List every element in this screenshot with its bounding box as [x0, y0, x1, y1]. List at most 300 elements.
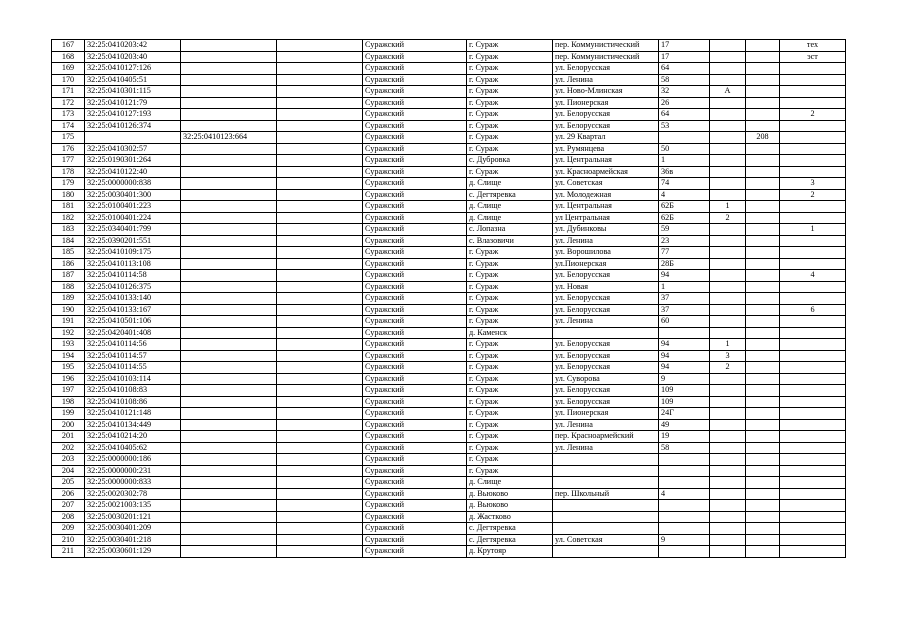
table-cell — [277, 224, 363, 236]
table-cell: Суражский — [363, 51, 467, 63]
table-cell: 32:25:0410203:40 — [85, 51, 181, 63]
table-row — [52, 327, 846, 339]
table-cell — [710, 373, 746, 385]
table-cell — [710, 546, 746, 558]
table-cell — [553, 511, 659, 523]
table-cell: Суражский — [363, 281, 467, 293]
table-cell: 32:25:0410126:375 — [85, 281, 181, 293]
table-cell: ул. Ленина — [553, 442, 659, 454]
table-cell: д. Слище — [467, 477, 553, 489]
table-cell: 32:25:0410302:57 — [85, 143, 181, 155]
table-cell: ул. Белорусская — [553, 293, 659, 305]
table-cell: 109 — [659, 396, 710, 408]
table-cell: 186 — [52, 258, 85, 270]
table-cell — [181, 431, 277, 443]
table-cell: 190 — [52, 304, 85, 316]
table-cell: 32:25:0410133:167 — [85, 304, 181, 316]
table-cell — [181, 51, 277, 63]
table-cell — [659, 132, 710, 144]
table-row — [52, 396, 846, 408]
table-cell — [277, 270, 363, 282]
table-cell — [746, 235, 780, 247]
table-cell — [780, 511, 846, 523]
table-cell — [746, 212, 780, 224]
table-cell — [553, 500, 659, 512]
table-cell: 26 — [659, 97, 710, 109]
table-cell — [780, 500, 846, 512]
table-cell — [277, 235, 363, 247]
table-cell: 177 — [52, 155, 85, 167]
table-cell: Суражский — [363, 327, 467, 339]
table-cell: г. Сураж — [467, 454, 553, 466]
table-cell: 4 — [780, 270, 846, 282]
table-cell: Суражский — [363, 488, 467, 500]
table-cell — [181, 97, 277, 109]
table-cell: д. Жастково — [467, 511, 553, 523]
table-cell — [746, 178, 780, 190]
table-cell: 204 — [52, 465, 85, 477]
table-cell: д. Слище — [467, 178, 553, 190]
table-cell — [780, 258, 846, 270]
table-cell — [181, 258, 277, 270]
table-cell: Суражский — [363, 454, 467, 466]
table-cell: г. Сураж — [467, 270, 553, 282]
table-row — [52, 442, 846, 454]
table-cell — [710, 40, 746, 52]
table-cell — [277, 258, 363, 270]
table-cell: 32:25:0410114:55 — [85, 362, 181, 374]
table-cell: г. Сураж — [467, 109, 553, 121]
table-cell: 9 — [659, 373, 710, 385]
table-cell: 2 — [710, 212, 746, 224]
table-cell: 2 — [780, 189, 846, 201]
table-cell — [780, 327, 846, 339]
table-cell: 4 — [659, 488, 710, 500]
table-cell: 1 — [710, 339, 746, 351]
table-cell — [277, 120, 363, 132]
table-cell — [181, 247, 277, 259]
table-cell: ул. 29 Квартал — [553, 132, 659, 144]
table-cell: г. Сураж — [467, 339, 553, 351]
table-cell — [746, 419, 780, 431]
table-cell: 170 — [52, 74, 85, 86]
table-cell: 32:25:0420401:408 — [85, 327, 181, 339]
table-cell — [277, 109, 363, 121]
table-cell: г. Сураж — [467, 97, 553, 109]
table-cell — [277, 350, 363, 362]
table-cell — [746, 74, 780, 86]
table-cell: 32:25:0410114:58 — [85, 270, 181, 282]
table-cell: 178 — [52, 166, 85, 178]
table-cell: Суражский — [363, 86, 467, 98]
table-cell: д. Вьюково — [467, 500, 553, 512]
table-row — [52, 270, 846, 282]
table-cell: Суражский — [363, 316, 467, 328]
table-cell: г. Сураж — [467, 396, 553, 408]
table-cell — [181, 442, 277, 454]
table-cell: 50 — [659, 143, 710, 155]
table-cell — [181, 373, 277, 385]
table-cell — [277, 212, 363, 224]
table-cell: Суражский — [363, 63, 467, 75]
table-cell: 188 — [52, 281, 85, 293]
table-cell — [181, 511, 277, 523]
table-cell: 32:25:0410133:140 — [85, 293, 181, 305]
table-row — [52, 339, 846, 351]
table-row — [52, 40, 846, 52]
table-cell: 32:25:0410501:106 — [85, 316, 181, 328]
property-register-table — [51, 39, 846, 558]
table-cell: 176 — [52, 143, 85, 155]
table-cell — [553, 477, 659, 489]
table-cell: г. Сураж — [467, 304, 553, 316]
table-cell: ул. Белорусская — [553, 362, 659, 374]
table-row — [52, 465, 846, 477]
table-cell: Суражский — [363, 189, 467, 201]
table-cell — [710, 281, 746, 293]
table-cell — [780, 63, 846, 75]
table-cell — [780, 235, 846, 247]
table-cell: 37 — [659, 293, 710, 305]
table-cell: 172 — [52, 97, 85, 109]
table-cell: Суражский — [363, 143, 467, 155]
table-cell — [181, 350, 277, 362]
table-cell — [277, 408, 363, 420]
table-cell: ул. Белорусская — [553, 63, 659, 75]
table-row — [52, 477, 846, 489]
table-cell: 74 — [659, 178, 710, 190]
table-cell — [181, 546, 277, 558]
table-cell — [746, 189, 780, 201]
table-cell — [710, 224, 746, 236]
table-cell: г. Сураж — [467, 419, 553, 431]
table-cell: 32:25:0030601:129 — [85, 546, 181, 558]
table-row — [52, 201, 846, 213]
table-cell: 23 — [659, 235, 710, 247]
table-cell: 17 — [659, 51, 710, 63]
table-cell: 203 — [52, 454, 85, 466]
table-cell — [780, 132, 846, 144]
table-cell: 32:25:0410405:51 — [85, 74, 181, 86]
table-cell — [746, 373, 780, 385]
table-cell: 32:25:0000000:833 — [85, 477, 181, 489]
table-cell — [746, 258, 780, 270]
table-cell — [553, 465, 659, 477]
table-cell: 1 — [710, 201, 746, 213]
table-row — [52, 454, 846, 466]
table-cell: ул. Советская — [553, 534, 659, 546]
table-cell — [746, 511, 780, 523]
table-cell — [553, 454, 659, 466]
table-cell: Суражский — [363, 224, 467, 236]
table-cell — [277, 362, 363, 374]
table-cell — [181, 362, 277, 374]
table-cell: 32:25:0410405:62 — [85, 442, 181, 454]
table-cell — [780, 281, 846, 293]
table-cell — [553, 523, 659, 535]
table-cell — [277, 500, 363, 512]
table-cell — [746, 385, 780, 397]
table-cell: Суражский — [363, 235, 467, 247]
table-cell — [746, 442, 780, 454]
table-cell — [746, 362, 780, 374]
table-cell — [746, 63, 780, 75]
table-cell: ул. Белорусская — [553, 339, 659, 351]
table-cell: 94 — [659, 362, 710, 374]
table-cell — [181, 523, 277, 535]
table-cell — [181, 327, 277, 339]
table-cell: 32:25:0000000:186 — [85, 454, 181, 466]
table-cell: 193 — [52, 339, 85, 351]
table-cell: ул. Ленина — [553, 74, 659, 86]
table-cell — [780, 86, 846, 98]
table-cell — [181, 235, 277, 247]
table-cell — [746, 143, 780, 155]
table-cell — [277, 74, 363, 86]
table-cell: 109 — [659, 385, 710, 397]
table-cell — [780, 201, 846, 213]
table-cell — [746, 304, 780, 316]
table-cell — [780, 166, 846, 178]
table-cell: ул. Красноармейская — [553, 166, 659, 178]
table-cell — [277, 534, 363, 546]
table-cell — [710, 385, 746, 397]
table-cell: 185 — [52, 247, 85, 259]
table-cell — [710, 51, 746, 63]
table-cell: г. Сураж — [467, 166, 553, 178]
table-cell: 207 — [52, 500, 85, 512]
table-cell — [780, 155, 846, 167]
table-cell: 64 — [659, 63, 710, 75]
table-cell: Суражский — [363, 120, 467, 132]
table-row — [52, 258, 846, 270]
table-cell — [277, 189, 363, 201]
table-row — [52, 316, 846, 328]
table-cell: г. Сураж — [467, 293, 553, 305]
table-cell: д. Слище — [467, 212, 553, 224]
table-cell — [746, 327, 780, 339]
table-cell: 209 — [52, 523, 85, 535]
table-cell: Суражский — [363, 74, 467, 86]
table-cell: 1 — [659, 155, 710, 167]
table-cell: д. Крутояр — [467, 546, 553, 558]
table-cell: г. Сураж — [467, 442, 553, 454]
table-cell: ул. Румянцева — [553, 143, 659, 155]
table-cell: 32:25:0340401:799 — [85, 224, 181, 236]
table-cell: с. Влазовичи — [467, 235, 553, 247]
table-cell — [746, 339, 780, 351]
table-cell: Суражский — [363, 534, 467, 546]
table-cell: 6 — [780, 304, 846, 316]
table-cell: г. Сураж — [467, 63, 553, 75]
table-cell — [181, 454, 277, 466]
table-cell: г. Сураж — [467, 281, 553, 293]
table-cell — [780, 362, 846, 374]
table-cell: с. Дегтяревка — [467, 534, 553, 546]
table-cell — [553, 327, 659, 339]
table-cell — [780, 143, 846, 155]
table-cell: с. Лопазна — [467, 224, 553, 236]
table-cell — [277, 281, 363, 293]
table-cell: 1 — [659, 281, 710, 293]
table-cell: Суражский — [363, 97, 467, 109]
table-cell: 205 — [52, 477, 85, 489]
table-cell — [181, 109, 277, 121]
table-cell — [277, 247, 363, 259]
table-cell — [710, 465, 746, 477]
table-cell: ул. Ворошилова — [553, 247, 659, 259]
table-cell: Суражский — [363, 546, 467, 558]
table-cell — [181, 40, 277, 52]
table-cell: 210 — [52, 534, 85, 546]
table-cell: ул. Ленина — [553, 316, 659, 328]
table-cell — [710, 431, 746, 443]
table-cell: ул. Ново-Млинская — [553, 86, 659, 98]
table-cell: 187 — [52, 270, 85, 282]
table-cell: г. Сураж — [467, 40, 553, 52]
table-cell — [746, 40, 780, 52]
table-cell: 77 — [659, 247, 710, 259]
table-cell — [181, 465, 277, 477]
table-row — [52, 385, 846, 397]
table-cell — [277, 327, 363, 339]
table-row — [52, 178, 846, 190]
table-cell — [85, 132, 181, 144]
table-cell — [710, 155, 746, 167]
table-cell — [780, 454, 846, 466]
table-cell — [746, 454, 780, 466]
table-cell — [277, 304, 363, 316]
table-cell: 197 — [52, 385, 85, 397]
table-cell: Суражский — [363, 166, 467, 178]
table-cell: Суражский — [363, 442, 467, 454]
table-cell: г. Сураж — [467, 143, 553, 155]
table-cell: г. Сураж — [467, 373, 553, 385]
table-cell — [746, 316, 780, 328]
table-cell: г. Сураж — [467, 51, 553, 63]
table-cell: г. Сураж — [467, 362, 553, 374]
table-cell: д. Вьюково — [467, 488, 553, 500]
table-cell: ул.Пионерская — [553, 258, 659, 270]
table-cell: ул. Пионерская — [553, 408, 659, 420]
table-cell — [710, 74, 746, 86]
table-cell — [780, 316, 846, 328]
table-cell — [181, 224, 277, 236]
table-cell: 28Б — [659, 258, 710, 270]
table-cell — [780, 534, 846, 546]
table-cell: Суражский — [363, 258, 467, 270]
table-cell — [277, 40, 363, 52]
table-cell: пер. Коммунистический — [553, 51, 659, 63]
table-cell — [746, 488, 780, 500]
table-cell — [181, 396, 277, 408]
table-cell: г. Сураж — [467, 120, 553, 132]
table-row — [52, 63, 846, 75]
table-cell — [746, 477, 780, 489]
table-cell — [181, 488, 277, 500]
table-cell: ул. Ленина — [553, 235, 659, 247]
table-cell: 181 — [52, 201, 85, 213]
table-cell — [746, 350, 780, 362]
table-row — [52, 373, 846, 385]
table-cell — [659, 546, 710, 558]
table-cell: 195 — [52, 362, 85, 374]
table-cell — [277, 316, 363, 328]
table-cell — [780, 523, 846, 535]
table-row — [52, 534, 846, 546]
table-cell — [710, 408, 746, 420]
table-cell — [746, 523, 780, 535]
table-cell: ул Центральная — [553, 212, 659, 224]
table-row — [52, 132, 846, 144]
table-cell: 24Г — [659, 408, 710, 420]
table-cell — [277, 523, 363, 535]
table-cell: Суражский — [363, 201, 467, 213]
table-cell — [710, 132, 746, 144]
table-cell — [746, 224, 780, 236]
table-cell: 4 — [659, 189, 710, 201]
table-cell — [710, 143, 746, 155]
table-cell — [780, 408, 846, 420]
table-cell: 19 — [659, 431, 710, 443]
table-cell — [277, 385, 363, 397]
table-row — [52, 86, 846, 98]
table-cell — [746, 500, 780, 512]
table-cell: пер. Красноармейский — [553, 431, 659, 443]
table-cell: г. Сураж — [467, 431, 553, 443]
table-cell — [277, 454, 363, 466]
table-cell: 59 — [659, 224, 710, 236]
table-cell — [746, 534, 780, 546]
table-row — [52, 500, 846, 512]
table-cell — [780, 373, 846, 385]
table-cell: 58 — [659, 442, 710, 454]
table-cell: 184 — [52, 235, 85, 247]
table-row — [52, 224, 846, 236]
table-cell: 94 — [659, 350, 710, 362]
table-cell: ул. Центральная — [553, 155, 659, 167]
table-cell: 32:25:0410114:57 — [85, 350, 181, 362]
table-cell: г. Сураж — [467, 74, 553, 86]
table-cell — [181, 339, 277, 351]
table-cell — [746, 120, 780, 132]
table-cell: 189 — [52, 293, 85, 305]
table-cell: 64 — [659, 109, 710, 121]
table-cell: 208 — [746, 132, 780, 144]
table-cell: 32:25:0410127:193 — [85, 109, 181, 121]
table-cell — [780, 465, 846, 477]
table-cell: 37 — [659, 304, 710, 316]
table-cell: 3 — [780, 178, 846, 190]
table-cell: 168 — [52, 51, 85, 63]
table-cell — [659, 327, 710, 339]
table-cell: Суражский — [363, 396, 467, 408]
table-cell — [746, 465, 780, 477]
table-cell — [780, 293, 846, 305]
table-cell: ул. Белорусская — [553, 120, 659, 132]
table-cell: пер. Школьный — [553, 488, 659, 500]
document-sheet — [51, 39, 846, 558]
table-cell: Суражский — [363, 132, 467, 144]
table-cell: 32:25:0030401:218 — [85, 534, 181, 546]
table-cell — [277, 465, 363, 477]
table-row — [52, 511, 846, 523]
table-cell — [780, 488, 846, 500]
table-row — [52, 350, 846, 362]
table-cell: 32:25:0021003:135 — [85, 500, 181, 512]
table-cell — [780, 442, 846, 454]
table-cell: 36в — [659, 166, 710, 178]
